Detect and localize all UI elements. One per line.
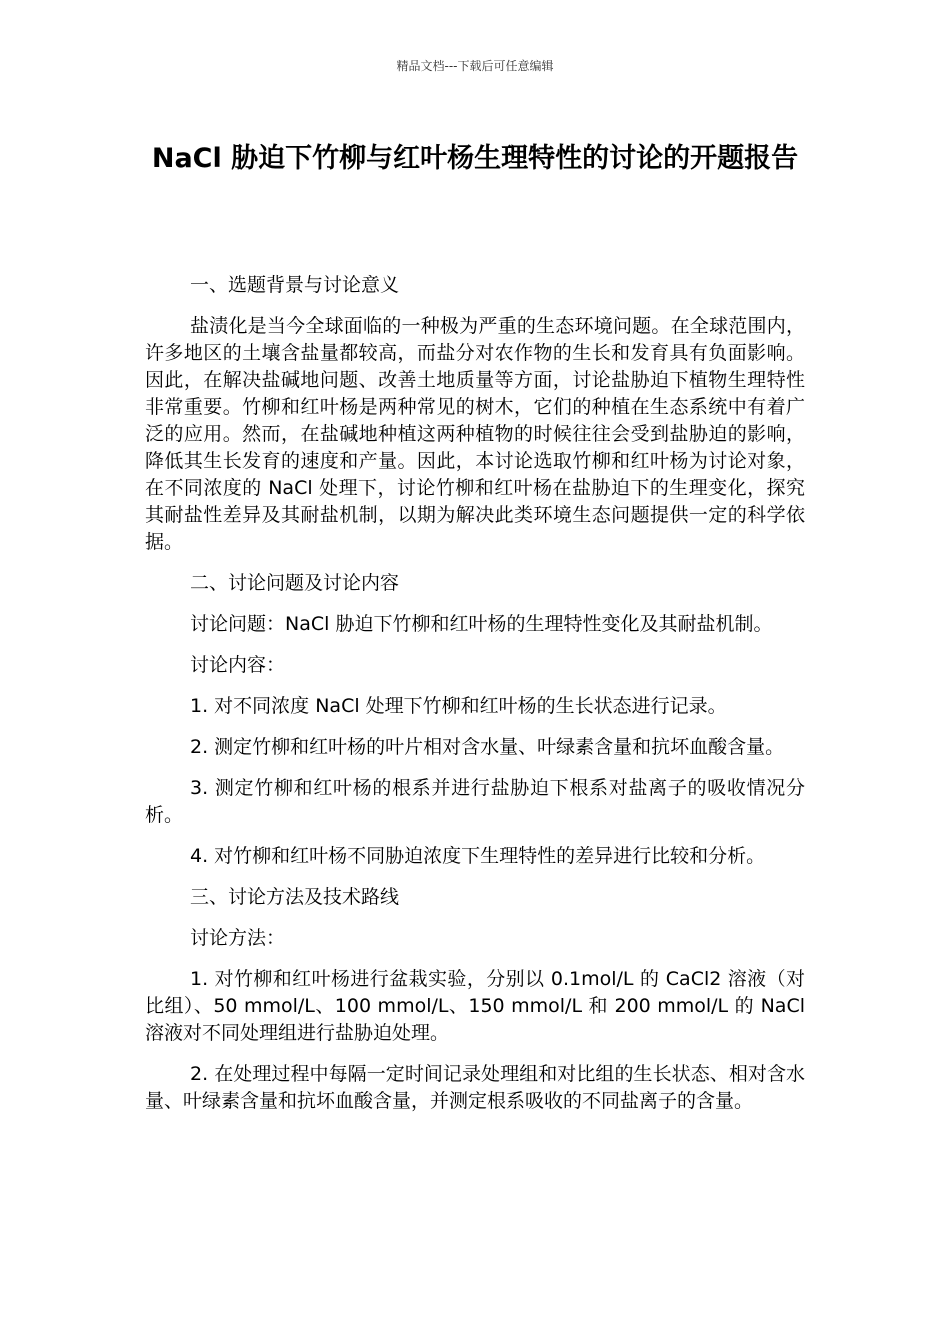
- section-2-item: 1. 对不同浓度 NaCl 处理下竹柳和红叶杨的生长状态进行记录。: [190, 695, 727, 717]
- section-1-heading: 一、选题背景与讨论意义: [190, 274, 400, 296]
- section-2-item: 4. 对竹柳和红叶杨不同胁迫浓度下生理特性的差异进行比较和分析。: [190, 845, 766, 867]
- section-3-method-label: 讨论方法：: [190, 927, 286, 949]
- document-body: [145, 272, 805, 1129]
- header-note: 精品文档---下载后可任意编辑: [396, 59, 554, 73]
- section-3-item: 1. 对竹柳和红叶杨进行盆栽实验，分别以 0.1mol/L 的 CaCl2 溶液（对比组）、50 mmol/L、100 mmol/L、150 mmol/L 和 200 mmol/L 的 NaCl 溶液对不同处理组进行盐胁迫处理。: [145, 968, 805, 1044]
- section-2-question: 讨论问题：NaCl 胁迫下竹柳和红叶杨的生理特性变化及其耐盐机制。: [190, 613, 773, 635]
- section-3-item: 2. 在处理过程中每隔一定时间记录处理组和对比组的生长状态、相对含水量、叶绿素含量和抗坏血酸含量，并测定根系吸收的不同盐离子的含量。: [145, 1063, 805, 1112]
- document-title: NaCl 胁迫下竹柳与红叶杨生理特性的讨论的开题报告: [151, 143, 799, 174]
- section-3-heading: 三、讨论方法及技术路线: [190, 886, 400, 908]
- section-2-item: 3. 测定竹柳和红叶杨的根系并进行盐胁迫下根系对盐离子的吸收情况分析。: [145, 777, 805, 826]
- section-1-paragraph: 盐渍化是当今全球面临的一种极为严重的生态环境问题。在全球范围内，许多地区的土壤含盐量都较高，而盐分对农作物的生长和发育具有负面影响。因此，在解决盐碱地问题、改善土地质量等方面，讨论盐胁迫下植物生理特性非常重要。竹柳和红叶杨是两种常见的树木，它们的种植在生态系统中有着广泛的应用。然而，在盐碱地种植这两种植物的时候往往会受到盐胁迫的影响，降低其生长发育的速度和产量。因此，本讨论选取竹柳和红叶杨为讨论对象，在不同浓度的 NaCl 处理下，讨论竹柳和红叶杨在盐胁迫下的生理变化，探究其耐盐性差异及其耐盐机制，以期为解决此类环境生态问题提供一定的科学依据。: [145, 315, 805, 553]
- section-2-heading: 二、讨论问题及讨论内容: [190, 572, 400, 594]
- section-2-item: 2. 测定竹柳和红叶杨的叶片相对含水量、叶绿素含量和抗坏血酸含量。: [190, 736, 785, 758]
- section-2-content-label: 讨论内容：: [190, 654, 286, 676]
